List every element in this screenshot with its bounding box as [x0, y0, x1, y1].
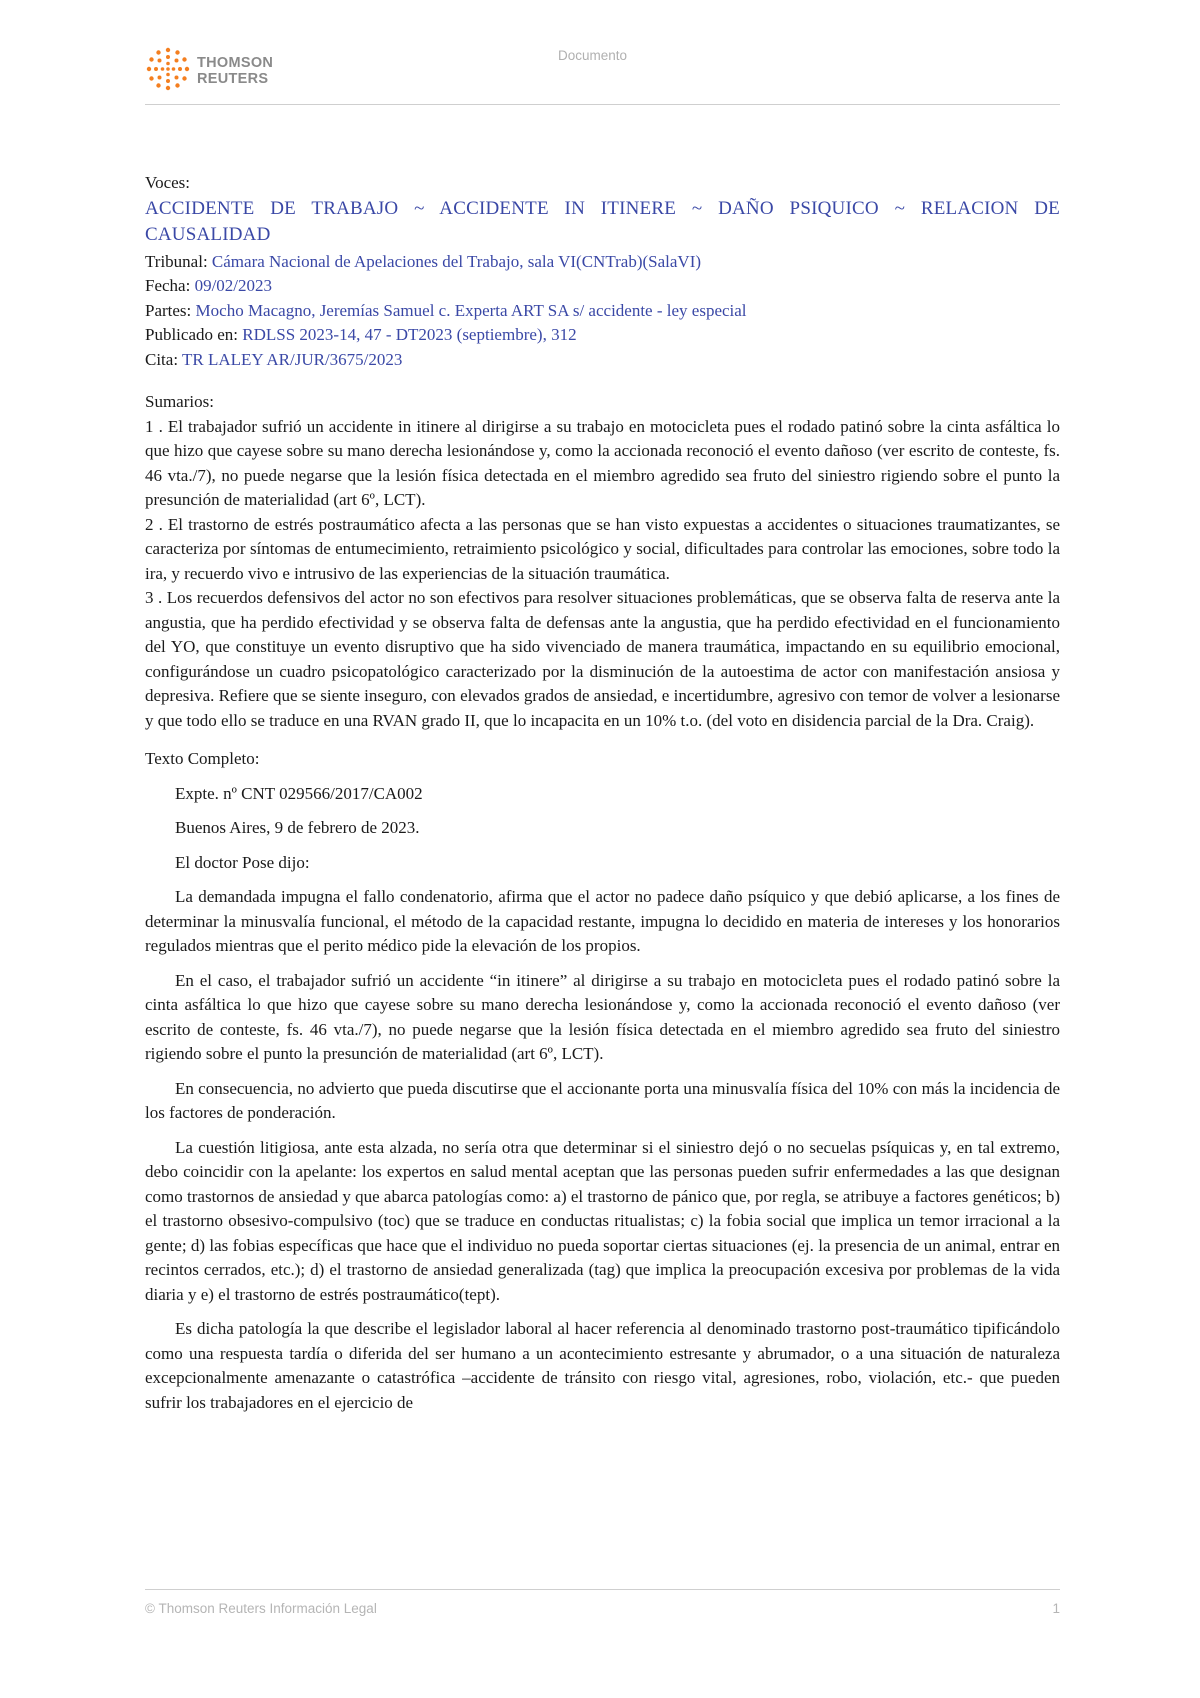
partes-label: Partes: [145, 300, 192, 320]
sumario-item: 1 . El trabajador sufrió un accidente in itinere al dirigirse a su trabajo en motocicleta pues el rodado patinó sobre la cinta asfáltica lo que hizo que cayese sobre su mano derecha lesionándose y, como la accionada reconoció el evento dañoso (ver escrito de conteste, fs. 46 vta./7), no puede negarse que la lesión física detectada en el miembro agredido sea fruto del siniestro rigiendo sobre el punto la presunción de materialidad (art 6º, LCT). [145, 416, 1060, 509]
fecha-value: 09/02/2023 [194, 276, 273, 295]
tribunal-row [145, 250, 1060, 275]
logo-icon [145, 46, 191, 92]
expediente-number: Expte. nº CNT 029566/2017/CA002 [175, 783, 423, 803]
document-label: Documento [558, 48, 628, 63]
body-paragraph: En el caso, el trabajador sufrió un accidente “in itinere” al dirigirse a su trabajo en motocicleta pues el rodado patinó sobre la cinta asfáltica lo que hizo que cayese sobre su mano derecha lesionándose y, como la accionada reconoció el evento dañoso (ver escrito de conteste, fs. 46 vta./7), no puede negarse que la lesión física detectada en el miembro agredido sea fruto del siniestro rigiendo sobre el punto la presunción de materialidad (art 6º, LCT). [145, 970, 1060, 1063]
thomson-reuters-logo [145, 46, 295, 92]
logo-line-1: THOMSON [197, 55, 274, 71]
body-paragraph: En consecuencia, no advierto que pueda discutirse que el accionante porta una minusvalía física del 10% con más la incidencia de los factores de ponderación. [145, 1078, 1060, 1122]
body-paragraph: La cuestión litigiosa, ante esta alzada, no sería otra que determinar si el siniestro dejó o no secuelas psíquicas y, en tal extremo, debo coincidir con la apelante: los expertos en salud mental aceptan que las personas pueden sufrir enfermedades a las que designan como trastornos de ansiedad y que abarca patologías como: a) el trastorno de pánico que, por regla, se atribuye a factores genéticos; b) el trastorno obsesivo-compulsivo (toc) que se traduce en conductas ritualistas; c) la fobia social que implica un temor irracional a la gente; d) las fobias específicas que hace que el individuo no pueda soportar ciertas situaciones (ej. la presencia de un animal, entrar en recintos cerrados, etc.); d) el trastorno de ansiedad generalizada (tag) que implica la preocupación excesiva por problemas de la vida diaria y e) el trastorno de estrés postraumático(tept). [145, 1137, 1060, 1304]
logo-wordmark [197, 55, 273, 87]
body-paragraph: La demandada impugna el fallo condenatorio, afirma que el actor no padece daño psíquico y que debió aplicarse, a los fines de determinar la minusvalía funcional, el método de la capacidad restante, impugna lo decidido en materia de intereses y los honorarios regulados mientras que el perito médico pide la elevación de los propios. [145, 887, 1060, 955]
publicado-link[interactable]: RDLSS 2023-14, 47 - DT2023 (septiembre), 312 [242, 325, 577, 344]
lugar-fecha: Buenos Aires, 9 de febrero de 2023. [175, 818, 420, 837]
tribunal-label: Tribunal: [145, 251, 208, 271]
partes-value: Mocho Macagno, Jeremías Samuel c. Experta ART SA s/ accidente - ley especial [195, 300, 747, 320]
logo-line-2: REUTERS [197, 71, 269, 87]
voces-value[interactable]: ACCIDENTE DE TRABAJO ~ ACCIDENTE IN ITINERE ~ DAÑO PSIQUICO ~ RELACION DE CAUSALIDAD [145, 197, 1060, 245]
publicado-label: Publicado en: [145, 325, 239, 344]
publicado-row [145, 323, 1060, 348]
document-body [145, 171, 1060, 1425]
spacer [145, 372, 1060, 390]
voces-label: Voces: [145, 173, 191, 192]
partes-row [145, 299, 1060, 324]
fecha-label: Fecha: [145, 276, 191, 295]
texto-completo-label: Texto Completo: [145, 749, 260, 768]
cita-link[interactable]: TR LALEY AR/JUR/3675/2023 [182, 349, 403, 369]
cita-row [145, 348, 1060, 373]
fecha-row [145, 274, 1060, 299]
spacer [145, 733, 1060, 747]
body-paragraph: Es dicha patología la que describe el legislador laboral al hacer referencia al denominado trastorno post-traumático tipificándolo como una respuesta tardía o diferida del ser humano a un acontecimiento estresante y abrumador, o a una situación de naturaleza excepcionalmente amenazante o catastrófica –accidente de tránsito con riesgo vital, agresiones, robo, violación, etc.- que pueden sufrir los trabajadores en el ejercicio de [145, 1319, 1060, 1412]
page-header [145, 40, 1060, 105]
page-footer [145, 1589, 1060, 1616]
sumario-item: 2 . El trastorno de estrés postraumático afecta a las personas que se han visto expuestas a accidentes o situaciones traumatizantes, se caracteriza por síntomas de entumecimiento, retraimiento psicológico y social, dificultades para controlar las emociones, sobre todo la ira, y recuerdo vivo e intrusivo de las experiencias de la situación traumática. [145, 514, 1060, 583]
tribunal-link[interactable]: Cámara Nacional de Apelaciones del Trabajo, sala VI(CNTrab)(SalaVI) [211, 251, 702, 271]
sumarios-label: Sumarios: [145, 392, 214, 411]
cita-label: Cita: [145, 349, 179, 369]
sumario-item: 3 . Los recuerdos defensivos del actor no son efectivos para resolver situaciones problemáticas, que se observa falta de reserva ante la angustia, que ha perdido efectividad y se observa falta de defensas ante la angustia, que ha perdido efectividad en el funcionamiento del YO, que constituye un evento disruptivo que ha sido vivenciado de manera traumática, impactando en su equilibrio emocional, configurándose un cuadro psicopatológico caracterizado por la disminución de la autoestima de actor con manifestación ansiosa y depresiva. Refiere que se siente inseguro, con elevados grados de ansiedad, e incertidumbre, agresivo con temor de volver a lesionarse y que todo ello se traduce en una RVAN grado II, que lo incapacita en un 10% t.o. (del voto en disidencia parcial de la Dra. Craig). [145, 588, 1060, 730]
page-number: 1 [1052, 1601, 1060, 1616]
intro-line: El doctor Pose dijo: [175, 852, 310, 872]
footer-copyright: © Thomson Reuters Información Legal [145, 1601, 377, 1616]
